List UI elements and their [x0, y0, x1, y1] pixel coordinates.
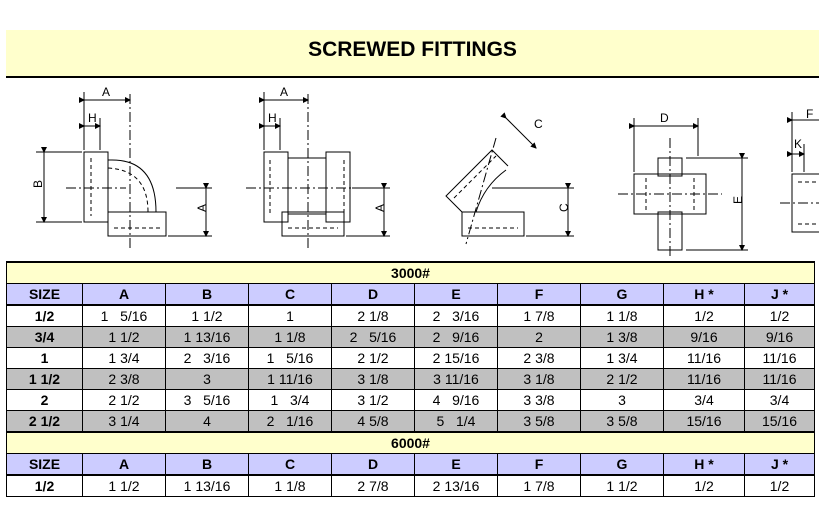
dimension-cell: 3 1/4 — [83, 411, 166, 433]
dimension-cell: 1 3/4 — [249, 390, 332, 411]
dimension-cell: 15/16 — [664, 411, 745, 433]
dimension-cell: 3 5/16 — [166, 390, 249, 411]
dimension-cell: 2 7/8 — [332, 475, 415, 497]
dim-label: H — [88, 111, 97, 125]
dimension-cell: 1 1/8 — [249, 327, 332, 348]
dimension-cell: 1/2 — [745, 475, 815, 497]
size-cell: 3/4 — [7, 327, 83, 348]
dim-label: A — [195, 203, 209, 212]
dimension-cell: 1/2 — [664, 305, 745, 327]
dimension-cell: 11/16 — [664, 348, 745, 369]
dimension-cell: 2 1/2 — [332, 348, 415, 369]
size-cell: 1 1/2 — [7, 369, 83, 390]
dim-label: C — [557, 203, 571, 212]
dimension-cell: 1 — [249, 305, 332, 327]
dimension-cell: 3 — [166, 369, 249, 390]
dim-label: D — [660, 111, 669, 125]
dimension-cell: 1 1/2 — [83, 475, 166, 497]
dimension-cell: 4 5/8 — [332, 411, 415, 433]
size-cell: 2 — [7, 390, 83, 411]
dimension-cell: 1 1/2 — [166, 305, 249, 327]
dimension-cell: 2 5/16 — [332, 327, 415, 348]
table-row — [7, 390, 815, 411]
dimension-cell: 3/4 — [745, 390, 815, 411]
fittings-table — [6, 261, 815, 497]
dimension-cell: 1 5/16 — [83, 305, 166, 327]
dimension-cell: 2 3/16 — [166, 348, 249, 369]
column-header: SIZE — [7, 454, 83, 476]
dimension-cell: 2 9/16 — [415, 327, 498, 348]
column-header: C — [249, 454, 332, 476]
dimension-cell: 11/16 — [745, 348, 815, 369]
dimension-cell: 4 9/16 — [415, 390, 498, 411]
column-header: G — [581, 284, 664, 306]
dimension-cell: 2 — [498, 327, 581, 348]
dimension-cell: 1 3/4 — [83, 348, 166, 369]
column-header: F — [498, 454, 581, 476]
table-row — [7, 305, 815, 327]
size-cell: 1/2 — [7, 475, 83, 497]
dimension-cell: 9/16 — [664, 327, 745, 348]
dimension-cell: 1 7/8 — [498, 305, 581, 327]
column-header-row — [7, 284, 815, 306]
dimension-cell: 1 1/2 — [83, 327, 166, 348]
column-header: H * — [664, 284, 745, 306]
table-row — [7, 348, 815, 369]
dimension-cell: 1 13/16 — [166, 327, 249, 348]
cap-drawing — [780, 112, 819, 232]
column-header: F — [498, 284, 581, 306]
dim-label: C — [534, 117, 543, 131]
dimension-cell: 1 3/4 — [581, 348, 664, 369]
column-header: C — [249, 284, 332, 306]
table-row — [7, 327, 815, 348]
title-bar — [6, 30, 819, 78]
dimension-cell: 2 1/2 — [581, 369, 664, 390]
dimension-cell: 1 1/8 — [249, 475, 332, 497]
dimension-cell: 2 1/8 — [332, 305, 415, 327]
pressure-class-label: 3000# — [7, 262, 815, 284]
pressure-class-row — [7, 432, 815, 454]
dimension-cell: 1 7/8 — [498, 475, 581, 497]
dimension-cell: 2 13/16 — [415, 475, 498, 497]
dimension-cell: 3 11/16 — [415, 369, 498, 390]
dimension-cell: 3 5/8 — [498, 411, 581, 433]
column-header-row — [7, 454, 815, 476]
dimension-cell: 3 1/2 — [332, 390, 415, 411]
dimension-cell: 9/16 — [745, 327, 815, 348]
dimension-cell: 3/4 — [664, 390, 745, 411]
dimension-cell: 11/16 — [745, 369, 815, 390]
dimension-cell: 2 3/8 — [498, 348, 581, 369]
column-header: G — [581, 454, 664, 476]
dimension-cell: 1/2 — [745, 305, 815, 327]
column-header: SIZE — [7, 284, 83, 306]
dimension-cell: 2 15/16 — [415, 348, 498, 369]
dimension-cell: 5 1/4 — [415, 411, 498, 433]
column-header: J * — [745, 454, 815, 476]
dim-label: B — [31, 179, 45, 188]
dimension-cell: 4 — [166, 411, 249, 433]
dimension-cell: 1 13/16 — [166, 475, 249, 497]
column-header: A — [83, 454, 166, 476]
size-cell: 1 — [7, 348, 83, 369]
dimension-cell: 2 3/16 — [415, 305, 498, 327]
dim-label: F — [806, 107, 814, 121]
dim-label: A — [102, 85, 111, 99]
dimension-cell: 1 5/16 — [249, 348, 332, 369]
pressure-class-row — [7, 262, 815, 284]
column-header: E — [415, 454, 498, 476]
column-header: D — [332, 284, 415, 306]
dimension-cell: 3 5/8 — [581, 411, 664, 433]
column-header: J * — [745, 284, 815, 306]
column-header: A — [83, 284, 166, 306]
dim-label: E — [731, 195, 745, 204]
column-header: E — [415, 284, 498, 306]
column-header: H * — [664, 454, 745, 476]
fitting-drawings — [6, 78, 819, 260]
elbow-90-drawing — [36, 92, 212, 248]
dim-label: K — [794, 137, 803, 151]
size-cell: 2 1/2 — [7, 411, 83, 433]
pressure-class-label: 6000# — [7, 432, 815, 454]
dimension-cell: 2 3/8 — [83, 369, 166, 390]
column-header: B — [166, 454, 249, 476]
size-cell: 1/2 — [7, 305, 83, 327]
coupling-drawing — [618, 118, 748, 258]
dimension-cell: 11/16 — [664, 369, 745, 390]
page-title: SCREWED FITTINGS — [308, 38, 517, 61]
dimension-cell: 1 3/8 — [581, 327, 664, 348]
dimension-cell: 1 1/2 — [581, 475, 664, 497]
dimension-cell: 1/2 — [664, 475, 745, 497]
dimension-cell: 15/16 — [745, 411, 815, 433]
table-row — [7, 411, 815, 433]
dim-label: A — [280, 85, 289, 99]
dimension-cell: 3 1/8 — [332, 369, 415, 390]
dimension-cell: 2 1/2 — [83, 390, 166, 411]
dimension-cell: 1 1/8 — [581, 305, 664, 327]
column-header: D — [332, 454, 415, 476]
table-row — [7, 369, 815, 390]
dim-label: A — [373, 203, 387, 212]
table-row — [7, 475, 815, 497]
dim-label: H — [268, 111, 277, 125]
elbow-45-drawing — [446, 118, 574, 244]
dimension-cell: 3 3/8 — [498, 390, 581, 411]
dimension-cell: 1 11/16 — [249, 369, 332, 390]
column-header: B — [166, 284, 249, 306]
dimension-cell: 3 — [581, 390, 664, 411]
dimension-cell: 2 1/16 — [249, 411, 332, 433]
dimension-cell: 3 1/8 — [498, 369, 581, 390]
